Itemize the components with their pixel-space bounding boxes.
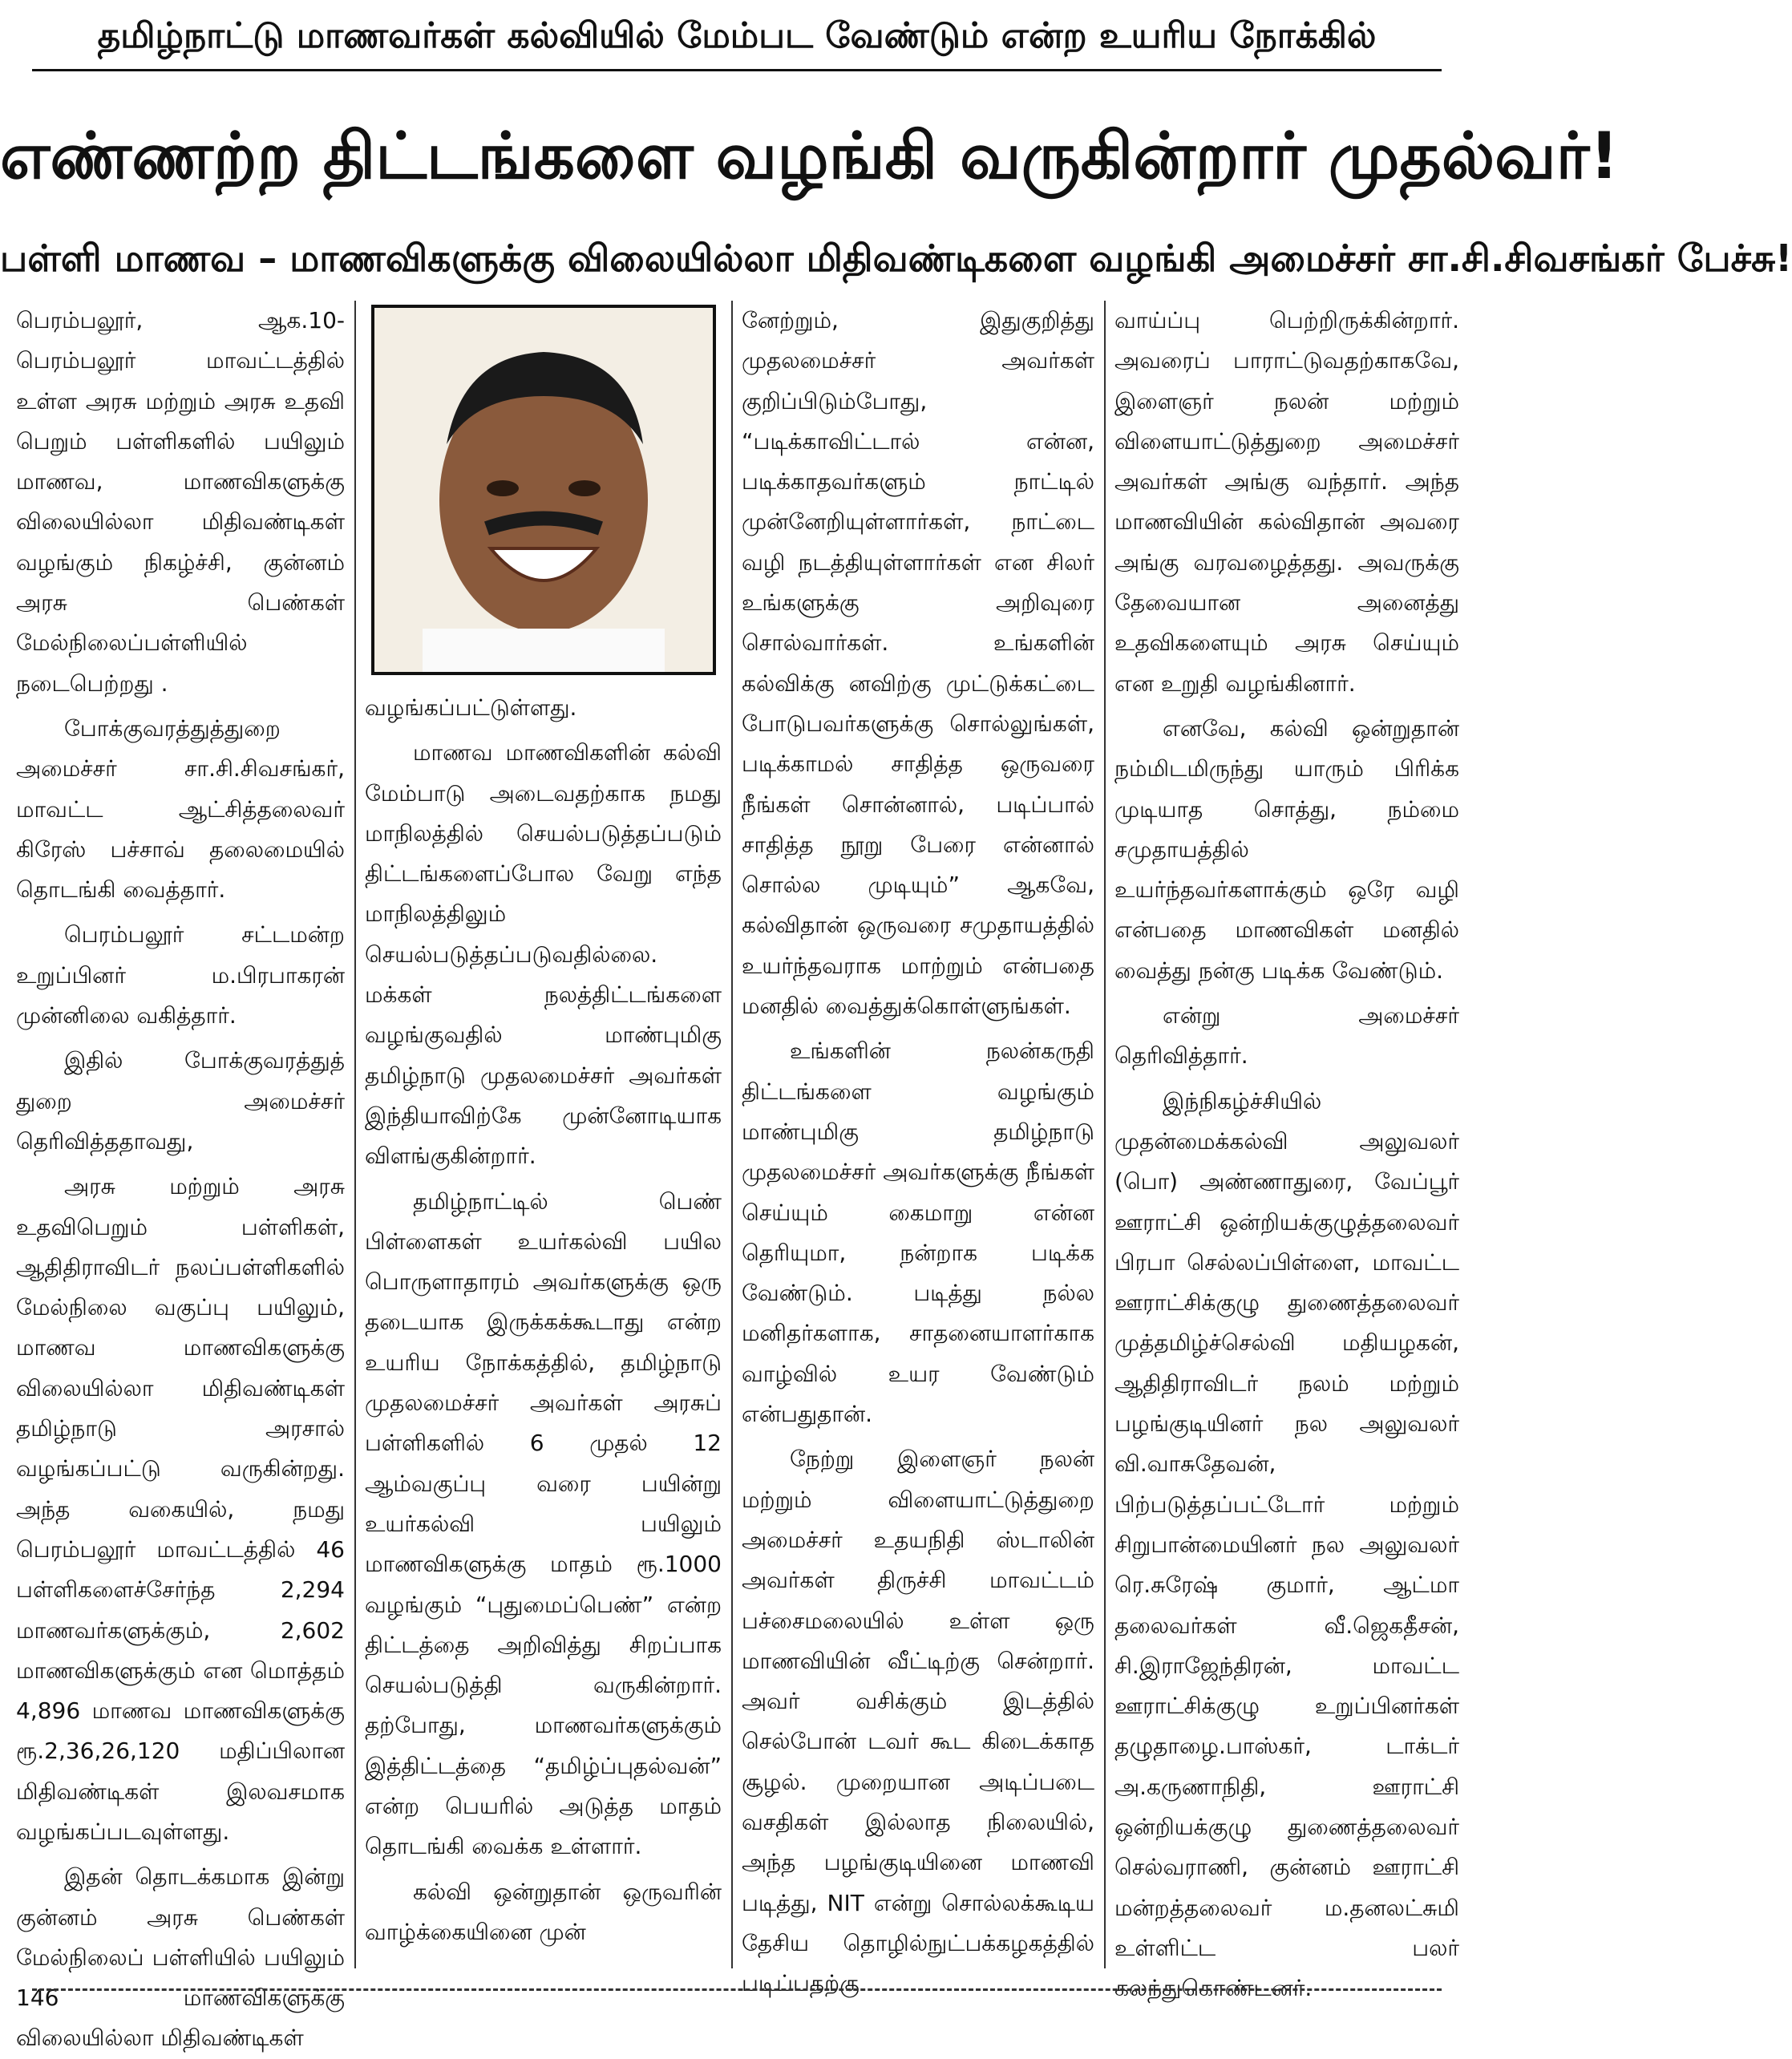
column-divider [1104, 301, 1106, 1968]
column-4-paragraph: எனவே, கல்வி ஒன்றுதான் நம்மிடமிருந்து யாரும் பிரிக்க முடியாத சொத்து, நம்மை சமுதாயத்தில் உயர்ந்தவர்களாக்கும் ஒரே வழி என்பதை மாணவிகள் மனதில் வைத்து நன்கு படிக்க வேண்டும். [1114, 714, 1459, 984]
column-2-paragraph: தமிழ்நாட்டில் பெண் பிள்ளைகள் உயர்கல்வி பயில பொருளாதாரம் அவர்களுக்கு ஒரு தடையாக இருக்கக்கூடாது என்ற உயரிய நோக்கத்தில், தமிழ்நாடு முதலமைச்சர் அவர்கள் அரசுப் பள்ளிகளில் 6 முதல் 12 ஆம்வகுப்பு வரை பயின்று உயர்கல்வி பயிலும் மாணவிகளுக்கு மாதம் ரூ.1000 வழங்கும் “புதுமைப்பெண்” என்ற திட்டத்தை அறிவித்து சிறப்பாக செயல்படுத்தி வருகின்றார். தற்போது, மாணவர்களுக்கும் இத்திட்டத்தை “தமிழ்ப்புதல்வன்” என்ற பெயரில் அடுத்த மாதம் தொடங்கி வைக்க உள்ளார். [365, 1187, 722, 1860]
column-divider [731, 301, 733, 1968]
article-column-1 [16, 301, 345, 2052]
column-3-paragraph: உங்களின் நலன்கருதி திட்டங்களை வழங்கும் மாண்புமிகு தமிழ்நாடு முதலமைச்சர் அவர்களுக்கு நீங்கள் செய்யும் கைமாறு என்ன தெரியுமா, நன்றாக படிக்க வேண்டும். படித்து நல்ல மனிதர்களாக, சாதனையாளர்காக வாழ்வில் உயர வேண்டும் என்பதுதான். [742, 1038, 1094, 1428]
kicker-divider [32, 69, 1442, 71]
minister-photo [371, 305, 716, 675]
subheadline: பள்ளி மாணவ – மாணவிகளுக்கு விலையில்லா மிதிவண்டிகளை வழங்கி அமைச்சர் சா.சி.சிவசங்கர் பேச்சு! [0, 237, 1792, 280]
column-4-paragraph: இந்நிகழ்ச்சியில் முதன்மைக்கல்வி அலுவலர் (பொ) அண்ணாதுரை, வேப்பூர் ஊராட்சி ஒன்றியக்குழுத்தலைவர் பிரபா செல்லப்பிள்ளை, மாவட்ட ஊராட்சிக்குழு துணைத்தலைவர் முத்தமிழ்ச்செல்வி மதியழகன், ஆதிதிராவிடர் நலம் மற்றும் பழங்குடியினர் நல அலுவலர் வி.வாசுதேவன், பிற்படுத்தப்பட்டோர் மற்றும் சிறுபான்மையினர் நல அலுவலர் ரெ.சுரேஷ் குமார், ஆட்மா தலைவர்கள் வீ.ஜெகதீசன், சி.இராஜேந்திரன், மாவட்ட ஊராட்சிக்குழு உறுப்பினர்கள் தழுதாழை.பாஸ்கர், டாக்டர் அ.கருணாநிதி, ஊராட்சி ஒன்றியக்குழு துணைத்தலைவர் செல்வராணி, குன்னம் ஊராட்சி மன்றத்தலைவர் ம.தனலட்சுமி உள்ளிட்ட பலர் கலந்துகொண்டனர். [1114, 1087, 1459, 2002]
column-1-paragraph: இதில் போக்குவரத்துத் துறை அமைச்சர் தெரிவித்ததாவது, [16, 1047, 345, 1155]
portrait-illustration [374, 308, 713, 672]
column-3-paragraph: னேற்றும், இதுகுறித்து முதலமைச்சர் அவர்கள் குறிப்பிடும்போது, “படிக்காவிட்டால் என்ன, படிக்காதவர்களும் நாட்டில் முன்னேறியுள்ளார்கள், நாட்டை வழி நடத்தியுள்ளார்கள் என சிலர் உங்களுக்கு அறிவுரை சொல்வார்கள். உங்களின் கல்விக்கு னவிற்கு முட்டுக்கட்டை போடுபவர்களுக்கு சொல்லுங்கள், படிக்காமல் சாதித்த ஒருவரை நீங்கள் சொன்னால், படிப்பால் சாதித்த நூறு பேரை என்னால் சொல்ல முடியும்” ஆகவே, கல்விதான் ஒருவரை சமுதாயத்தில் உயர்ந்தவராக மாற்றும் என்பதை மனதில் வைத்துக்கொள்ளுங்கள். [742, 307, 1094, 1020]
article-column-4 [1114, 301, 1459, 2002]
column-1-paragraph: இதன் தொடக்கமாக இன்று குன்னம் அரசு பெண்கள் மேல்நிலைப் பள்ளியில் பயிலும் 146 மாணவிகளுக்கு விலையில்லா மிதிவண்டிகள் [16, 1863, 345, 2052]
column-4-paragraph: வாய்ப்பு பெற்றிருக்கின்றார். அவரைப் பாராட்டுவதற்காகவே, இளைஞர் நலன் மற்றும் விளையாட்டுத்துறை அமைச்சர் அவர்கள் அங்கு வந்தார். அந்த மாணவியின் கல்விதான் அவரை அங்கு வரவழைத்தது. அவருக்கு தேவையான அனைத்து உதவிகளையும் அரசு செய்யும் என உறுதி வழங்கினார். [1114, 307, 1459, 697]
headline: எண்ணற்ற திட்டங்களை வழங்கி வருகின்றார் முதல்வர்! [0, 119, 1619, 193]
column-3-paragraph: நேற்று இளைஞர் நலன் மற்றும் விளையாட்டுத்துறை அமைச்சர் உதயநிதி ஸ்டாலின் அவர்கள் திருச்சி மாவட்டம் பச்சைமலையில் உள்ள ஒரு மாணவியின் வீட்டிற்கு சென்றார். அவர் வசிக்கும் இடத்தில் செல்போன் டவர் கூட கிடைக்காத சூழல். முறையான அடிப்படை வசதிகள் இல்லாத நிலையில், அந்த பழங்குடியினை மாணவி படித்து, NIT என்று சொல்லக்கூடிய தேசிய தொழில்நுட்பக்கழகத்தில் படிப்பதற்கு [742, 1446, 1094, 1997]
column-1-paragraph: போக்குவரத்துத்துறை அமைச்சர் சா.சி.சிவசங்கர், மாவட்ட ஆட்சித்தலைவர் கிரேஸ் பச்சாவ் தலைமையில் தொடங்கி வைத்தார். [16, 714, 345, 904]
article-column-3 [742, 301, 1094, 1997]
column-4-paragraph: என்று அமைச்சர் தெரிவித்தார். [1114, 1002, 1459, 1070]
bottom-divider [32, 1988, 1442, 1993]
column-divider [354, 301, 356, 1968]
column-1-paragraph: பெரம்பலூர் சட்டமன்ற உறுப்பினர் ம.பிரபாகரன் முன்னிலை வகித்தார். [16, 921, 345, 1030]
column-2-paragraph: கல்வி ஒன்றுதான் ஒருவரின் வாழ்க்கையினை முன் [365, 1878, 722, 1945]
column-1-paragraph: பெரம்பலூர், ஆக.10- பெரம்பலூர் மாவட்டத்தில் உள்ள அரசு மற்றும் அரசு உதவி பெறும் பள்ளிகளில் பயிலும் மாணவ, மாணவிகளுக்கு விலையில்லா மிதிவண்டிகள் வழங்கும் நிகழ்ச்சி, குன்னம் அரசு பெண்கள் மேல்நிலைப்பள்ளியில் நடைபெற்றது . [16, 307, 345, 697]
column-2-paragraph: வழங்கப்பட்டுள்ளது. [365, 694, 577, 721]
kicker-line: தமிழ்நாட்டு மாணவர்கள் கல்வியில் மேம்பட வேண்டும் என்ற உயரிய நோக்கில் [97, 15, 1377, 56]
article-column-2 [365, 688, 722, 1968]
column-1-paragraph: அரசு மற்றும் அரசு உதவிபெறும் பள்ளிகள், ஆதிதிராவிடர் நலப்பள்ளிகளில் மேல்நிலை வகுப்பு பயிலும், மாணவ மாணவிகளுக்கு விலையில்லா மிதிவண்டிகள் தமிழ்நாடு அரசால் வழங்கப்பட்டு வருகின்றது. அந்த வகையில், நமது பெரம்பலூர் மாவட்டத்தில் 46 பள்ளிகளைச்சேர்ந்த 2,294 மாணவர்களுக்கும், 2,602 மாணவிகளுக்கும் என மொத்தம் 4,896 மாணவ மாணவிகளுக்கு ரூ.2,36,26,120 மதிப்பிலான மிதிவண்டிகள் இலவசமாக வழங்கப்படவுள்ளது. [16, 1173, 345, 1845]
column-2-paragraph: மாணவ மாணவிகளின் கல்வி மேம்பாடு அடைவதற்காக நமது மாநிலத்தில் செயல்படுத்தப்படும் திட்டங்களைப்போல வேறு எந்த மாநிலத்திலும் செயல்படுத்தப்படுவதில்லை. மக்கள் நலத்திட்டங்களை வழங்குவதில் மாண்புமிகு தமிழ்நாடு முதலமைச்சர் அவர்கள் இந்தியாவிற்கே முன்னோடியாக விளங்குகின்றார். [365, 739, 722, 1170]
